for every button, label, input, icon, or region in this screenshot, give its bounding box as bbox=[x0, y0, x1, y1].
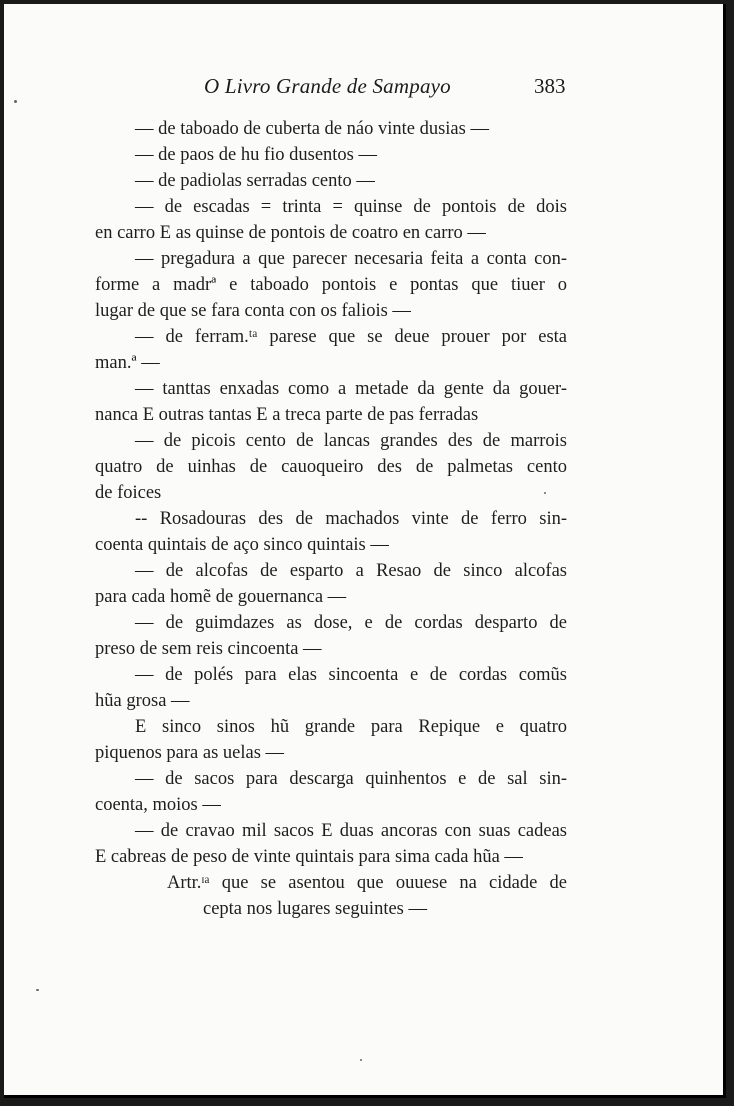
text-line: — tanttas enxadas como a metade da gente da gouer- bbox=[135, 379, 567, 399]
page-header bbox=[4, 74, 723, 104]
text-line: — de polés para elas sincoenta e de cordas comũs bbox=[135, 665, 567, 685]
paper-speck bbox=[360, 1059, 362, 1061]
text-line: preso de sem reis cincoenta — bbox=[95, 639, 322, 659]
text-line: Artr.ᶦᵃ que se asentou que ouuese na cidade de bbox=[167, 873, 567, 893]
text-line: — de picois cento de lancas grandes des de marrois bbox=[135, 431, 567, 451]
text-line: -- Rosadouras des de machados vinte de ferro sin- bbox=[135, 509, 567, 529]
book-page bbox=[4, 4, 726, 1098]
text-line: — de ferram.ᵗᵃ parese que se deue prouer por esta bbox=[135, 327, 567, 347]
text-line: — de padiolas serradas cento — bbox=[135, 171, 375, 191]
text-line: man.ª — bbox=[95, 353, 160, 373]
text-line: forme a madrª e taboado pontois e pontas que tiuer o bbox=[95, 275, 567, 295]
text-line: lugar de que se fara conta con os faliois — bbox=[95, 301, 411, 321]
text-line: cepta nos lugares seguintes — bbox=[203, 899, 427, 919]
text-line: E cabreas de peso de vinte quintais para sima cada hũa — bbox=[95, 847, 523, 867]
text-line: en carro E as quinse de pontois de coatro en carro — bbox=[95, 223, 486, 243]
text-line: coenta quintais de aço sinco quintais — bbox=[95, 535, 389, 555]
text-line: — de cravao mil sacos E duas ancoras con suas cadeas bbox=[135, 821, 567, 841]
text-line: — de guimdazes as dose, e de cordas desparto de bbox=[135, 613, 567, 633]
paper-speck bbox=[36, 989, 39, 991]
text-line: de foices bbox=[95, 483, 162, 503]
text-line: coenta, moios — bbox=[95, 795, 221, 815]
running-title: O Livro Grande de Sampayo bbox=[204, 74, 451, 98]
text-line: piquenos para as uelas — bbox=[95, 743, 285, 763]
page-number: 383 bbox=[534, 74, 566, 98]
text-line: — de alcofas de esparto a Resao de sinco alcofas bbox=[135, 561, 567, 581]
text-line: hũa grosa — bbox=[95, 691, 190, 711]
text-line: — de escadas = trinta = quinse de pontois de dois bbox=[135, 197, 567, 217]
text-line: — de taboado de cuberta de náo vinte dusias — bbox=[135, 119, 489, 139]
text-line: — pregadura a que parecer necesaria feita a conta con- bbox=[135, 249, 567, 269]
text-line: para cada homẽ de gouernanca — bbox=[95, 587, 347, 607]
text-line: — de paos de hu fio dusentos — bbox=[135, 145, 378, 165]
text-line: — de sacos para descarga quinhentos e de sal sin- bbox=[135, 769, 567, 789]
paper-speck bbox=[544, 492, 546, 494]
paper-speck bbox=[14, 100, 17, 103]
body-text bbox=[95, 116, 567, 922]
text-line: E sinco sinos hũ grande para Repique e quatro bbox=[135, 717, 567, 737]
text-line: nanca E outras tantas E a treca parte de pas ferradas bbox=[95, 405, 479, 425]
text-line: quatro de uinhas de cauoqueiro des de palmetas cento bbox=[95, 457, 567, 477]
